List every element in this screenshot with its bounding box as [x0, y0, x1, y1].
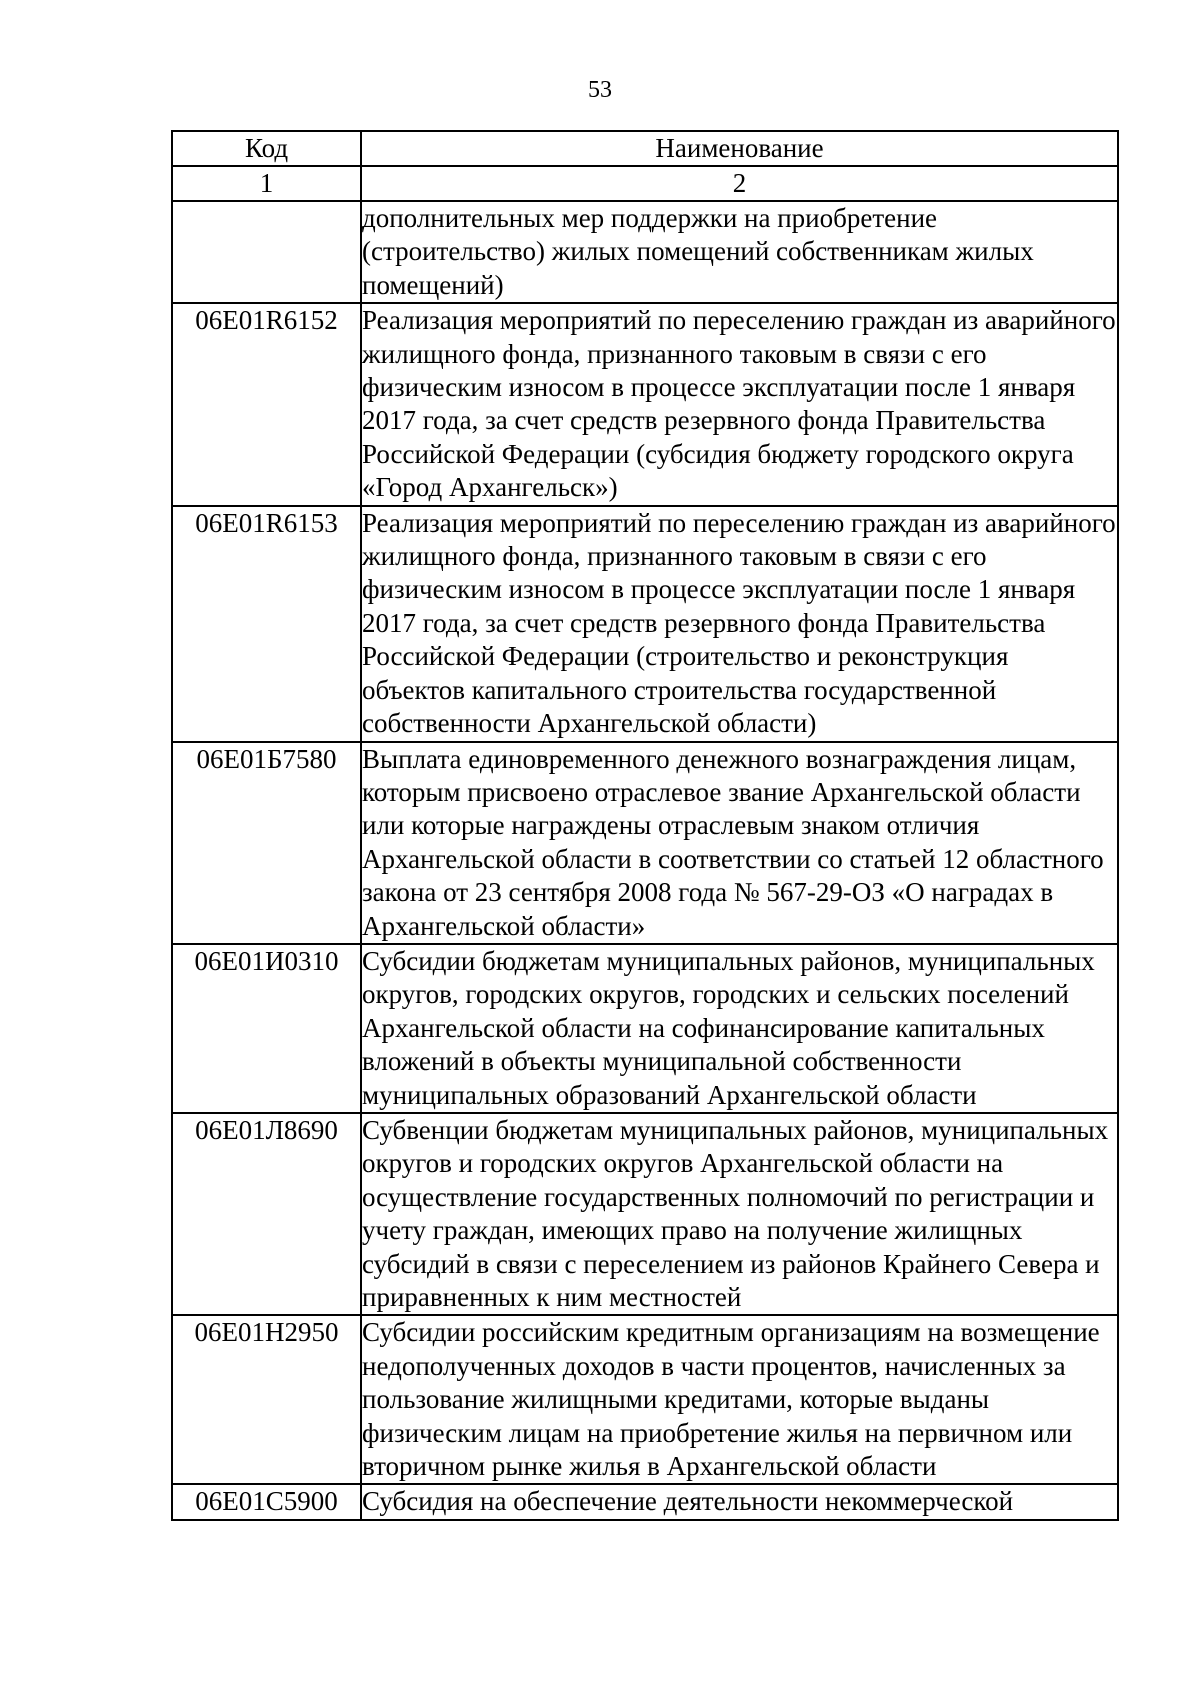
- code-table: [171, 130, 1119, 1521]
- row-code: 06Е01Л8690: [172, 1113, 361, 1315]
- row-name: Субсидии бюджетам муниципальных районов, муниципальных округов, городских округов, городских и сельских поселений Архангельской области на софинансирование капитальных вложений в объекты муниципальной собственности муниципальных образований Архангельской области: [361, 944, 1118, 1113]
- row-code: 06Е01R6153: [172, 506, 361, 742]
- table-row: [172, 303, 1118, 505]
- header-code: Код: [172, 131, 361, 166]
- table-row: [172, 742, 1118, 944]
- row-name: Реализация мероприятий по переселению граждан из аварийного жилищного фонда, признанного таковым в связи с его физическим износом в процессе эксплуатации после 1 января 2017 года, за счет средств резервного фонда Правительства Российской Федерации (субсидия бюджету городского округа «Город Архангельск»): [361, 303, 1118, 505]
- row-name: Субвенции бюджетам муниципальных районов, муниципальных округов и городских округов Архангельской области на осуществление государственных полномочий по регистрации и учету граждан, имеющих право на получение жилищных субсидий в связи с переселением из районов Крайнего Севера и приравненных к ним местностей: [361, 1113, 1118, 1315]
- row-code: 06Е01С5900: [172, 1484, 361, 1519]
- row-name: дополнительных мер поддержки на приобретение (строительство) жилых помещений собственникам жилых помещений): [361, 201, 1118, 303]
- table-row: [172, 1484, 1118, 1519]
- page-number: 53: [588, 77, 612, 103]
- header-row: [172, 131, 1118, 166]
- row-name: Субсидия на обеспечение деятельности некоммерческой: [361, 1484, 1118, 1519]
- column-number-row: [172, 166, 1118, 201]
- column-number-2: 2: [361, 166, 1118, 201]
- column-number-1: 1: [172, 166, 361, 201]
- row-code: 06Е01Н2950: [172, 1315, 361, 1484]
- table-row: [172, 506, 1118, 742]
- header-name: Наименование: [361, 131, 1118, 166]
- row-name: Субсидии российским кредитным организациям на возмещение недополученных доходов в части процентов, начисленных за пользование жилищными кредитами, которые выданы физическим лицам на приобретение жилья на первичном или вторичном рынке жилья в Архангельской области: [361, 1315, 1118, 1484]
- row-code: 06Е01И0310: [172, 944, 361, 1113]
- table-row: [172, 1315, 1118, 1484]
- row-code: 06Е01R6152: [172, 303, 361, 505]
- row-code: [172, 201, 361, 303]
- table-row: [172, 201, 1118, 303]
- table-row: [172, 944, 1118, 1113]
- row-name: Выплата единовременного денежного вознаграждения лицам, которым присвоено отраслевое звание Архангельской области или которые награждены отраслевым знаком отличия Архангельской области в соответствии со статьей 12 областного закона от 23 сентября 2008 года № 567-29-ОЗ «О наградах в Архангельской области»: [361, 742, 1118, 944]
- row-code: 06Е01Б7580: [172, 742, 361, 944]
- row-name: Реализация мероприятий по переселению граждан из аварийного жилищного фонда, признанного таковым в связи с его физическим износом в процессе эксплуатации после 1 января 2017 года, за счет средств резервного фонда Правительства Российской Федерации (строительство и реконструкция объектов капитального строительства государственной собственности Архангельской области): [361, 506, 1118, 742]
- table-row: [172, 1113, 1118, 1315]
